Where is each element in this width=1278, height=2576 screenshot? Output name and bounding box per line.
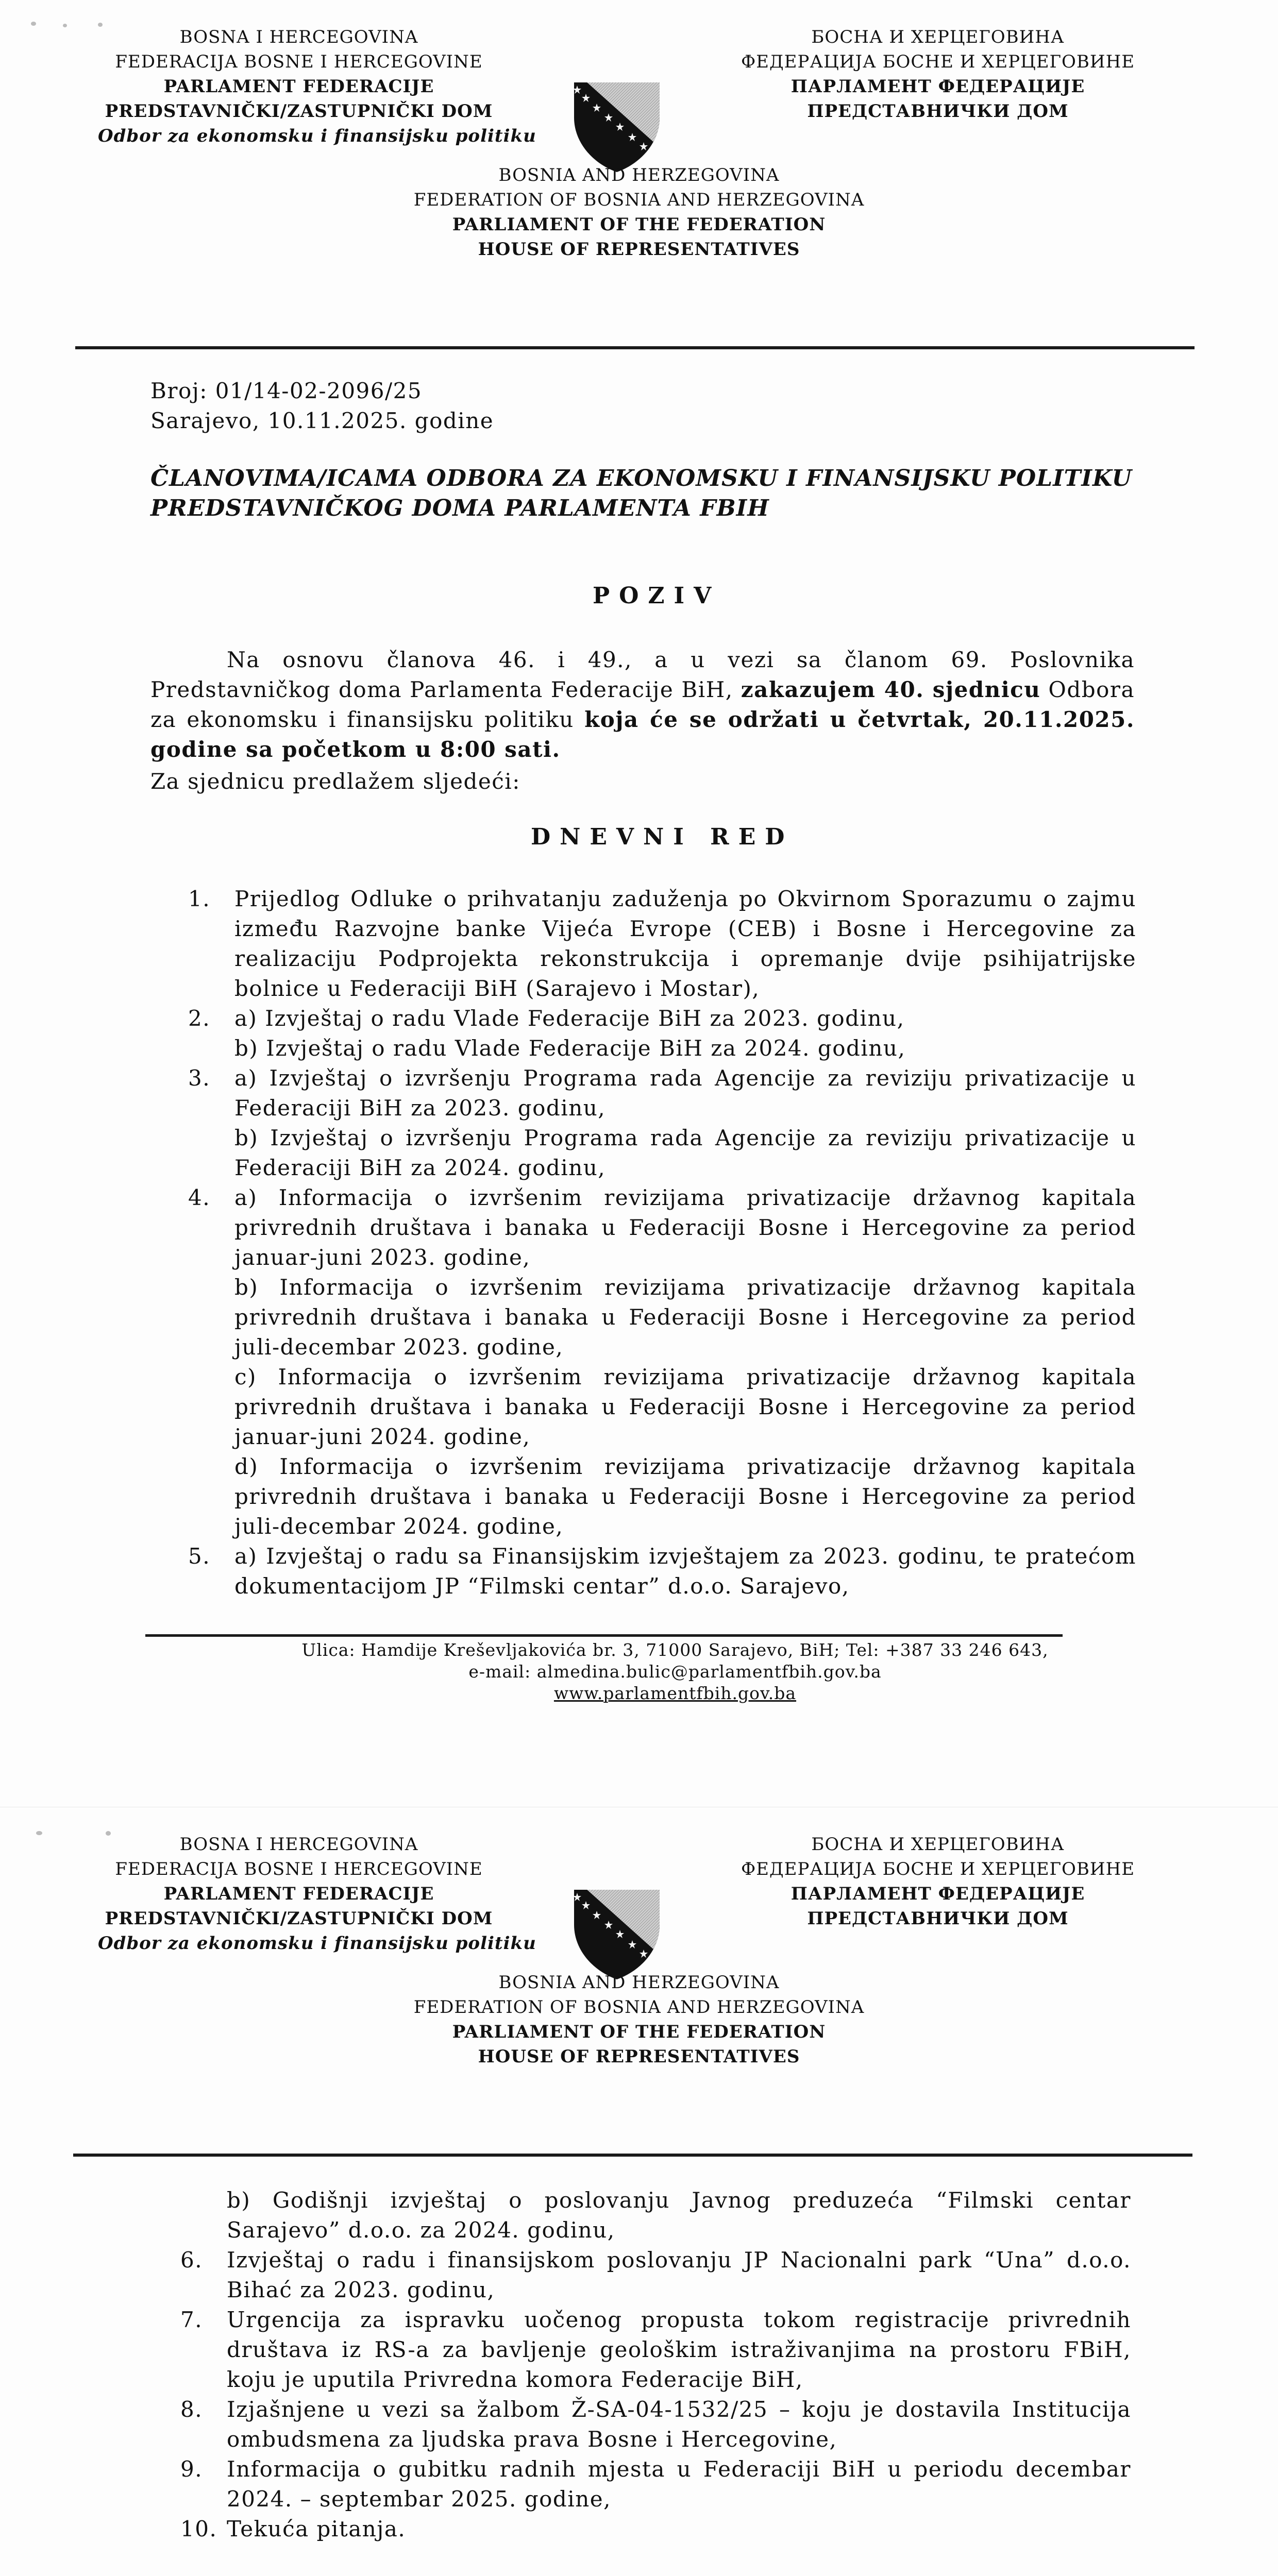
letterhead-line: HOUSE OF REPRESENTATIVES <box>478 2046 800 2067</box>
scan-speck <box>31 22 36 26</box>
letterhead-line: PARLAMENT FEDERACIJE <box>163 1884 434 1904</box>
committee-name: Odbor za ekonomsku i finansijsku politiku <box>98 1933 536 1954</box>
letterhead-right <box>706 25 1170 124</box>
letterhead-line: БОСНА И ХЕРЦЕГОВИНА <box>811 1834 1065 1855</box>
letterhead-line: BOSNIA AND HERZEGOVINA <box>498 165 780 185</box>
agenda-item-number: 9. <box>180 2456 203 2482</box>
agenda-item-text: b) Godišnji izvještaj o poslovanju Javnog preduzeća “Filmski centar Sarajevo” d.o.o. za 2024. godinu, <box>227 2188 1131 2243</box>
footer-email: e-mail: almedina.bulic@parlamentfbih.gov.ba <box>468 1662 882 1682</box>
letterhead-line: PARLIAMENT OF THE FEDERATION <box>452 2022 826 2042</box>
agenda-item-text: b) Izvještaj o radu Vlade Federacije BiH za 2024. godinu, <box>234 1036 906 1061</box>
letterhead-line: ПАРЛАМЕНТ ФЕДЕРАЦИЈЕ <box>791 76 1085 97</box>
bih-coat-of-arms-icon <box>573 81 661 173</box>
agenda-item <box>180 2514 1131 2544</box>
letterhead-line: PARLAMENT FEDERACIJE <box>163 76 434 97</box>
document-number: Broj: 01/14-02-2096/25 <box>150 378 423 403</box>
agenda-item-text: b) Informacija o izvršenim revizijama privatizacije državnog kapitala privrednih društava i banaka u Federaciji Bosne i Hercegovine za period juli-decembar 2023. godine, <box>234 1275 1136 1360</box>
letterhead-line: PREDSTAVNIČKI/ZASTUPNIČKI DOM <box>105 1908 493 1929</box>
letterhead-line: FEDERACIJA BOSNE I HERCEGOVINE <box>115 52 483 72</box>
letterhead-line: БОСНА И ХЕРЦЕГОВИНА <box>811 27 1065 47</box>
agenda-item-text: Izjašnjene u vezi sa žalbom Ž-SA-04-1532/25 – koju je dostavila Institucija ombudsmena za ljudska prava Bosne i Hercegovine, <box>227 2397 1131 2452</box>
agenda-item-number: 1. <box>188 886 211 911</box>
heading-poziv: POZIV <box>593 583 721 609</box>
page-2 <box>0 1807 1278 2576</box>
letterhead-line: FEDERATION OF BOSNIA AND HERZEGOVINA <box>413 1997 865 2018</box>
scan-speck <box>63 24 67 27</box>
agenda-item <box>188 1541 1136 1601</box>
agenda-item-number: 2. <box>188 1006 211 1031</box>
letterhead-line: FEDERACIJA BOSNE I HERCEGOVINE <box>115 1859 483 1879</box>
letterhead-line: HOUSE OF REPRESENTATIVES <box>478 239 800 260</box>
propose-line: Za sjednicu predlažem sljedeći: <box>150 769 520 794</box>
intro-text: Na osnovu članova 46. i 49., a u vezi sa članom 69. Poslovnika Predstavničkog doma Parlamenta Federacije BiH, <box>150 647 1135 702</box>
agenda-item <box>180 2454 1131 2514</box>
agenda-item <box>227 2185 1131 2245</box>
reference-block <box>150 376 494 436</box>
letterhead-line: FEDERATION OF BOSNIA AND HERZEGOVINA <box>413 190 865 210</box>
agenda-item-text: a) Informacija o izvršenim revizijama privatizacije državnog kapitala privrednih društava i banaka u Federaciji Bosne i Hercegovine za period januar-juni 2023. godine, <box>234 1185 1136 1270</box>
agenda-title: DNEVNI RED <box>531 824 794 850</box>
agenda-item-text: a) Izvještaj o radu sa Finansijskim izvještajem za 2023. godinu, te pratećom dokumentacijom JP “Filmski centar” d.o.o. Sarajevo, <box>234 1544 1136 1599</box>
intro-paragraph <box>150 645 1135 765</box>
footer-address: Ulica: Hamdije Kreševljakovića br. 3, 71000 Sarajevo, BiH; Tel: +387 33 246 643, <box>301 1640 1049 1660</box>
letterhead-left <box>98 25 536 148</box>
letterhead-line: ФЕДЕРАЦИЈА БОСНЕ И ХЕРЦЕГОВИНЕ <box>741 1859 1135 1879</box>
letterhead-line: ФЕДЕРАЦИЈА БОСНЕ И ХЕРЦЕГОВИНЕ <box>741 52 1135 72</box>
letterhead-line: PREDSTAVNIČKI/ZASTUPNIČKI DOM <box>105 101 493 122</box>
agenda-item <box>180 2395 1131 2454</box>
letterhead-line: BOSNIA AND HERZEGOVINA <box>498 1972 780 1993</box>
bih-coat-of-arms-icon <box>573 1889 661 1980</box>
agenda-item <box>188 1063 1136 1183</box>
header-divider <box>75 346 1195 349</box>
agenda-item-text: c) Informacija o izvršenim revizijama privatizacije državnog kapitala privrednih društava i banaka u Federaciji Bosne i Hercegovine za period januar-juni 2024. godine, <box>234 1364 1136 1449</box>
letterhead-line: PARLIAMENT OF THE FEDERATION <box>452 214 826 235</box>
letterhead-line: ПРЕДСТАВНИЧКИ ДОМ <box>807 101 1069 122</box>
addressee <box>150 464 1132 523</box>
agenda-item <box>188 1004 1136 1063</box>
agenda-item-number: 6. <box>180 2247 203 2273</box>
agenda-item-number: 8. <box>180 2397 203 2422</box>
agenda-item-number: 10. <box>180 2516 217 2541</box>
agenda-item-number: 4. <box>188 1185 211 1210</box>
agenda-item-number: 3. <box>188 1065 211 1091</box>
agenda-item-number: 5. <box>188 1544 211 1569</box>
addressee-line: PREDSTAVNIČKOG DOMA PARLAMENTA FBIH <box>150 495 769 521</box>
footer <box>289 1639 1062 1704</box>
letterhead-left <box>98 1832 536 1956</box>
agenda-item-text: d) Informacija o izvršenim revizijama privatizacije državnog kapitala privrednih društava i banaka u Federaciji Bosne i Hercegovine za period juli-decembar 2024. godine, <box>234 1454 1136 1539</box>
agenda-item <box>180 2245 1131 2305</box>
intro-text: Odbora za ekonomsku i finansijsku politiku <box>150 677 1135 732</box>
intro-bold-session: zakazujem 40. sjednicu <box>741 677 1041 702</box>
agenda-list <box>188 884 1136 1601</box>
agenda-item-text: a) Izvještaj o radu Vlade Federacije BiH za 2023. godinu, <box>234 1006 905 1031</box>
committee-name: Odbor za ekonomsku i finansijsku politiku <box>98 126 536 146</box>
agenda-item-text: a) Izvještaj o izvršenju Programa rada Agencije za reviziju privatizacije u Federaciji BiH za 2023. godinu, <box>234 1065 1136 1121</box>
agenda-item <box>180 2305 1131 2395</box>
letterhead-line: ПАРЛАМЕНТ ФЕДЕРАЦИЈЕ <box>791 1884 1085 1904</box>
addressee-line: ČLANOVIMA/ICAMA ODBORA ZA EKONOMSKU I FINANSIJSKU POLITIKU <box>150 465 1133 492</box>
agenda-item-text: Prijedlog Odluke o prihvatanju zaduženja po Okvirnom Sporazumu o zajmu između Razvojne banke Vijeća Evrope (CEB) i Bosne i Hercegovine za realizaciju Podprojekta rekonstrukcija i opremanje dvije psihijatrijske bolnice u Federaciji BiH (Sarajevo i Mostar), <box>234 886 1136 1001</box>
agenda-item-text: Urgencija za ispravku uočenog propusta tokom registracije privrednih društava iz RS-a za bavljenje geološkim istraživanjima na prostoru FBiH, koju je uputila Privredna komora Federacije BiH, <box>227 2307 1131 2392</box>
document-date: Sarajevo, 10.11.2025. godine <box>150 408 494 433</box>
footer-website-link[interactable]: www.parlamentfbih.gov.ba <box>553 1683 797 1703</box>
agenda-list-continued <box>180 2185 1131 2544</box>
agenda-item <box>188 1183 1136 1541</box>
intro-bold-date: koja će se održati u četvrtak, 20.11.2025. godine sa početkom u 8:00 sati. <box>150 707 1135 762</box>
agenda-item-text: Informacija o gubitku radnih mjesta u Federaciji BiH u periodu decembar 2024. – septembar 2025. godine, <box>227 2456 1131 2512</box>
letterhead-line: ПРЕДСТАВНИЧКИ ДОМ <box>807 1908 1069 1929</box>
letterhead-line: BOSNA I HERCEGOVINA <box>179 1834 418 1855</box>
letterhead-line: BOSNA I HERCEGOVINA <box>179 27 418 47</box>
scan-speck <box>36 1831 42 1835</box>
letterhead-center <box>381 163 897 262</box>
header-divider <box>73 2154 1192 2157</box>
agenda-item-text: Izvještaj o radu i finansijskom poslovanju JP Nacionalni park “Una” d.o.o. Bihać za 2023. godinu, <box>227 2247 1131 2302</box>
footer-divider <box>145 1634 1063 1637</box>
letterhead-center <box>381 1970 897 2069</box>
agenda-item-text: b) Izvještaj o izvršenju Programa rada Agencije za reviziju privatizacije u Federaciji BiH za 2024. godinu, <box>234 1125 1136 1180</box>
agenda-item-number: 7. <box>180 2307 203 2332</box>
agenda-item-text: Tekuća pitanja. <box>227 2516 406 2541</box>
agenda-item <box>188 884 1136 1004</box>
letterhead-right <box>706 1832 1170 1931</box>
